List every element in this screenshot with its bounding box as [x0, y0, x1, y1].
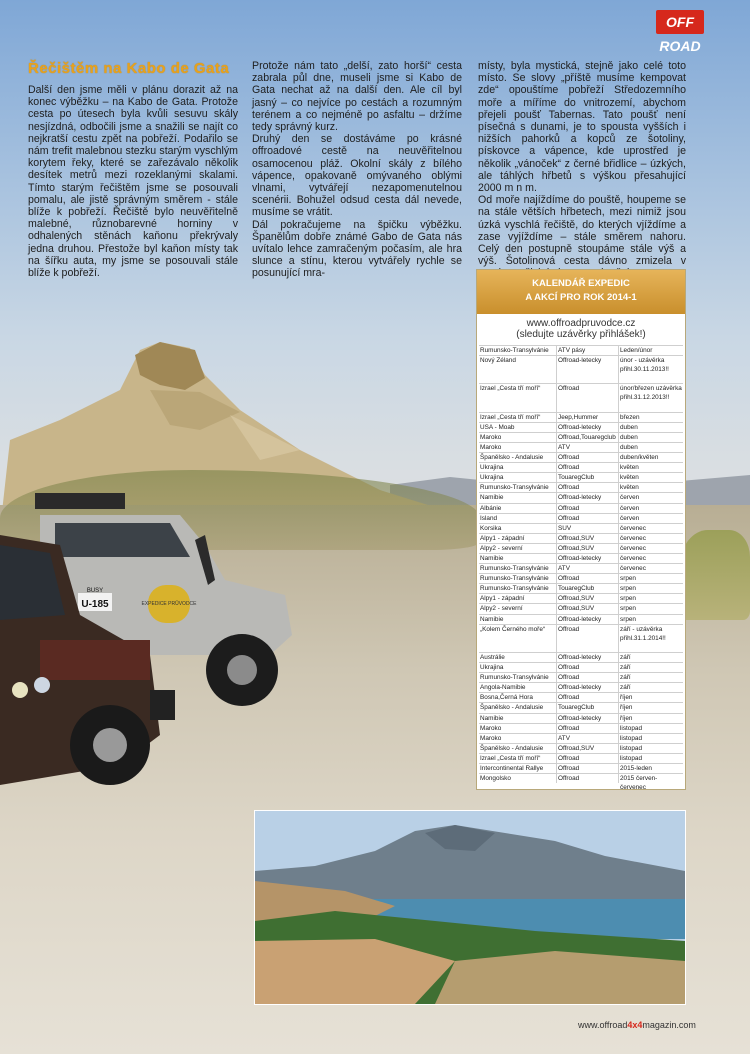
calendar-row: [479, 702, 683, 712]
destination-cell: Španělsko - Andalusie: [479, 703, 557, 712]
date-cell: 2015 červen-červenec: [620, 775, 658, 792]
calendar-row: [479, 733, 683, 743]
calendar-row: [479, 553, 683, 563]
destination-cell: Alpy1 - západní: [479, 534, 557, 543]
type-cell: Offroad: [557, 625, 619, 652]
destination-cell: Angola-Namibie: [479, 683, 557, 692]
type-cell: ATV pásy: [557, 346, 619, 355]
date-cell: duben: [620, 443, 638, 451]
destination-cell: Španělsko - Andalusie: [479, 453, 557, 462]
date-cell: listopad: [620, 724, 643, 732]
date-cell: červenec: [620, 565, 646, 573]
destination-cell: Maroko: [479, 443, 557, 452]
type-cell: Offroad,SUV: [557, 544, 619, 553]
calendar-row: [479, 345, 683, 355]
destination-cell: Rumunsko-Transylvánie: [479, 483, 557, 492]
type-cell: Offroad: [557, 673, 619, 682]
type-cell: TouaregClub: [557, 584, 619, 593]
destination-cell: Alpy2 - severní: [479, 544, 557, 553]
footer-url-highlight: 4x4: [627, 1020, 643, 1030]
calendar-row: [479, 692, 683, 702]
calendar-row: [479, 603, 683, 613]
date-cell: srpen: [620, 615, 636, 623]
type-cell: Offroad: [557, 724, 619, 733]
paragraph: místy, byla mystická, stejně jako celé toto místo. Se slovy „příště musíme kempovat zde“ opouštíme pobřeží Středozemního moře a míříme do vnitrozemí, abychom přejeli poušť Tabernas. Tato poušť není písečná s dunami, je to spousta vyšších i nižších pahorků a kopců ze šotoliny, pískovce a vápence, kde uprostřed je několik „vánoček“ z černé břidlice – úzkých, ale táhlých hřbetů s výškou přesahující 2000 m n m.: [478, 60, 686, 195]
calendar-row: [479, 763, 683, 773]
date-cell: září: [620, 684, 631, 692]
destination-cell: Rumunsko-Transylvánie: [479, 584, 557, 593]
type-cell: Offroad: [557, 384, 619, 411]
article-column-3: [478, 60, 686, 280]
destination-cell: Albánie: [479, 504, 557, 513]
calendar-header: [477, 270, 685, 314]
date-cell: červen: [620, 494, 640, 502]
calendar-row: [479, 452, 683, 462]
calendar-row: [479, 412, 683, 422]
date-cell: červenec: [620, 544, 646, 552]
calendar-row: [479, 583, 683, 593]
date-cell: červen: [620, 514, 640, 522]
type-cell: Jeep,Hummer: [557, 413, 619, 422]
destination-cell: Ukrajina: [479, 473, 557, 482]
logo-text: OFF ROAD: [659, 14, 701, 54]
calendar-row: [479, 442, 683, 452]
calendar-row: [479, 355, 683, 383]
destination-cell: Austrálie: [479, 653, 557, 662]
calendar-row: [479, 523, 683, 533]
calendar-row: [479, 652, 683, 662]
footer-url-post: magazin.com: [642, 1020, 696, 1030]
paragraph: Další den jsme měli v plánu dorazit až na konec výběžku – na Kabo de Gata. Protože cesta po útesech byla kvůli sesuvu skály nesjízdná, odbočili jsme a snažili se najít co nejkratší cestu zpět na pobřeží. Podařilo se nám trefit malebnou stezku starým vyschlým korytem řeky, které se zařezávalo několik desítek metrů mezi rozeklanými skalami. Tímto starým řečištěm jsme se posouvali pomalu, ale jistě správným směrem - stále blíže k pobřeží. Řečiště bylo neuvěřitelně malebné, různobarevné horniny v odhalených stěnách kaňonu překrývaly jedna druhou. Přestože byl kaňon místy tak na šířku auta, my jsme se posouvali stále blíže k pobřeží.: [28, 84, 238, 280]
calendar-row: [479, 593, 683, 603]
calendar-row: [479, 513, 683, 523]
date-cell: květen: [620, 484, 639, 492]
type-cell: Offroad,Touaregclub: [557, 433, 619, 442]
date-cell: září: [620, 674, 631, 682]
type-cell: Offroad-letecky: [557, 423, 619, 432]
calendar-table: [479, 345, 683, 792]
destination-cell: Maroko: [479, 734, 557, 743]
calendar-note: (sledujte uzávěrky přihlášek!): [516, 329, 646, 340]
paragraph: Od moře najíždíme do pouště, houpeme se na stále větších hřbetech, mezi nimiž jsou úzká vyschlá řečiště, do kterých vjíždíme a zase vyjíždíme – stále směrem nahoru. Celý den postupně stoupáme stále výš a výš. Šotolinová cesta dávno zmizela v: [478, 194, 686, 268]
calendar-row: [479, 682, 683, 692]
article-title: Řečištěm na Kabo de Gata: [28, 60, 230, 77]
calendar-row: [479, 773, 683, 792]
date-cell: červenec: [620, 534, 646, 542]
type-cell: Offroad: [557, 774, 619, 783]
type-cell: TouaregClub: [557, 703, 619, 712]
plate-top-label: BUSY: [86, 588, 104, 594]
license-plate: U-185: [81, 599, 109, 610]
red-offroad-car: [0, 525, 180, 810]
date-cell: 2015-leden: [620, 764, 652, 772]
lake-photo: [254, 810, 686, 1005]
calendar-row: [479, 573, 683, 583]
destination-cell: Ukrajina: [479, 463, 557, 472]
type-cell: Offroad-letecky: [557, 653, 619, 662]
calendar-title-line1: KALENDÁŘ EXPEDIC: [532, 278, 630, 289]
date-cell: říjen: [620, 714, 633, 722]
date-cell: únor/březen uzávěrka přihl.31.12.2013!!: [620, 385, 682, 402]
type-cell: Offroad-letecky: [557, 683, 619, 692]
type-cell: Offroad: [557, 514, 619, 523]
destination-cell: Namibie: [479, 554, 557, 563]
date-cell: srpen: [620, 595, 636, 603]
date-cell: srpen: [620, 585, 636, 593]
calendar-row: [479, 482, 683, 492]
calendar-row: [479, 432, 683, 442]
destination-cell: Španělsko - Andalusie: [479, 744, 557, 753]
date-cell: září - uzávěrka přihl.31.1.2014!!: [620, 625, 666, 642]
date-cell: duben: [620, 433, 638, 441]
destination-cell: Alpy2 - severní: [479, 604, 557, 613]
type-cell: TouaregClub: [557, 473, 619, 482]
destination-cell: Intercontinental Rallye: [479, 764, 557, 773]
date-cell: září: [620, 664, 631, 672]
calendar-row: [479, 543, 683, 553]
destination-cell: Namibie: [479, 493, 557, 502]
date-cell: srpen: [620, 605, 636, 613]
date-cell: duben/květen: [620, 454, 659, 462]
calendar-row: [479, 743, 683, 753]
calendar-row: [479, 492, 683, 502]
calendar-row: [479, 662, 683, 672]
calendar-row: [479, 533, 683, 543]
calendar-row: [479, 614, 683, 624]
bush-right: [680, 530, 750, 620]
destination-cell: Rumunsko-Transylvánie: [479, 673, 557, 682]
destination-cell: Island: [479, 514, 557, 523]
type-cell: Offroad: [557, 483, 619, 492]
destination-cell: Rumunsko-Transylvánie: [479, 564, 557, 573]
type-cell: Offroad: [557, 463, 619, 472]
car-sticker: EXPEDICE PRŮVODCE: [141, 601, 197, 607]
calendar-row: [479, 383, 683, 411]
article-column-2: [252, 60, 462, 280]
footer-url-pre: www.offroad: [578, 1020, 628, 1030]
calendar-row: [479, 723, 683, 733]
type-cell: Offroad-letecky: [557, 615, 619, 624]
calendar-row: [479, 462, 683, 472]
date-cell: říjen: [620, 704, 633, 712]
date-cell: září: [620, 653, 631, 661]
destination-cell: Alpy1 - západní: [479, 594, 557, 603]
calendar-row: [479, 503, 683, 513]
type-cell: Offroad: [557, 754, 619, 763]
type-cell: Offroad: [557, 693, 619, 702]
destination-cell: Rumunsko-Transylvánie: [479, 574, 557, 583]
date-cell: červenec: [620, 524, 646, 532]
type-cell: Offroad: [557, 574, 619, 583]
destination-cell: Ukrajina: [479, 663, 557, 672]
destination-cell: USA - Moab: [479, 423, 557, 432]
destination-cell: Izrael „Cesta tří moří“: [479, 384, 557, 411]
type-cell: Offroad: [557, 764, 619, 773]
calendar-url-block: [477, 314, 685, 346]
type-cell: Offroad: [557, 453, 619, 462]
destination-cell: Namibie: [479, 615, 557, 624]
expedition-calendar: [476, 269, 686, 790]
date-cell: únor - uzávěrka přihl.30.11.2013!!: [620, 357, 669, 374]
destination-cell: Namibie: [479, 714, 557, 723]
type-cell: Offroad,SUV: [557, 594, 619, 603]
type-cell: Offroad-letecky: [557, 714, 619, 723]
date-cell: říjen: [620, 694, 633, 702]
date-cell: červenec: [620, 555, 646, 562]
date-cell: červen: [620, 504, 640, 512]
calendar-row: [479, 472, 683, 482]
destination-cell: Izrael „Cesta tří moří“: [479, 413, 557, 422]
calendar-url[interactable]: www.offroadpruvodce.cz: [526, 318, 636, 329]
destination-cell: Maroko: [479, 433, 557, 442]
destination-cell: Bosna,Černá Hora: [479, 693, 557, 702]
destination-cell: Korsika: [479, 524, 557, 533]
type-cell: Offroad-letecky: [557, 493, 619, 502]
destination-cell: „Kolem Černého moře“: [479, 625, 557, 652]
type-cell: Offroad,SUV: [557, 744, 619, 753]
type-cell: SUV: [557, 524, 619, 533]
type-cell: Offroad,SUV: [557, 534, 619, 543]
paragraph: Protože nám tato „delší, zato horší“ cesta zabrala půl dne, museli jsme si Kabo de Gata nechat až na další den. Ale cíl byl jasný – co nejvíce po cestách a rozumným terénem a co nejméně po asfaltu – držíme tedy správný kurz.: [252, 60, 462, 134]
calendar-title-line2: A AKCÍ PRO ROK 2014-1: [525, 292, 637, 303]
date-cell: Leden/únor: [620, 347, 653, 354]
date-cell: listopad: [620, 734, 643, 742]
date-cell: duben: [620, 423, 638, 431]
footer-url[interactable]: [578, 1020, 696, 1030]
destination-cell: Maroko: [479, 724, 557, 733]
calendar-row: [479, 713, 683, 723]
type-cell: ATV: [557, 443, 619, 452]
calendar-row: [479, 672, 683, 682]
calendar-row: [479, 563, 683, 573]
calendar-row: [479, 624, 683, 652]
date-cell: listopad: [620, 744, 643, 752]
destination-cell: Izrael „Cesta tří moří“: [479, 754, 557, 763]
type-cell: ATV: [557, 564, 619, 573]
type-cell: Offroad,SUV: [557, 604, 619, 613]
article-column-1: [28, 84, 238, 279]
calendar-row: [479, 422, 683, 432]
type-cell: Offroad-letecky: [557, 356, 619, 383]
destination-cell: Rumunsko-Transylvánie: [479, 346, 557, 355]
type-cell: Offroad-letecky: [557, 554, 619, 563]
date-cell: květen: [620, 474, 639, 482]
type-cell: Offroad: [557, 663, 619, 672]
paragraph: Dál pokračujeme na špičku výběžku. Španělům dobře známé Gabo de Gata nás uvítalo lehce zamračeným počasím, ale hra slunce a stínu, kterou vytvářely rychle se posunující mra-: [252, 218, 462, 280]
date-cell: listopad: [620, 754, 643, 762]
date-cell: srpen: [620, 575, 636, 583]
destination-cell: Mongolsko: [479, 774, 557, 783]
paragraph: Druhý den se dostáváme po krásné offroadové cestě na neuvěřitelnou osamocenou pláž. Okolní skály z bílého vápence, opakovaně omývaného oblými vlnami, vytvářejí nezapomenutelnou scenérii. Bohužel odsud cesta dál nevede, musíme se vrátit.: [252, 133, 462, 219]
date-cell: květen: [620, 464, 639, 472]
type-cell: ATV: [557, 734, 619, 743]
type-cell: Offroad: [557, 504, 619, 513]
calendar-row: [479, 753, 683, 763]
date-cell: březen: [620, 413, 640, 421]
magazine-logo: [656, 10, 704, 54]
destination-cell: Nový Zéland: [479, 356, 557, 383]
